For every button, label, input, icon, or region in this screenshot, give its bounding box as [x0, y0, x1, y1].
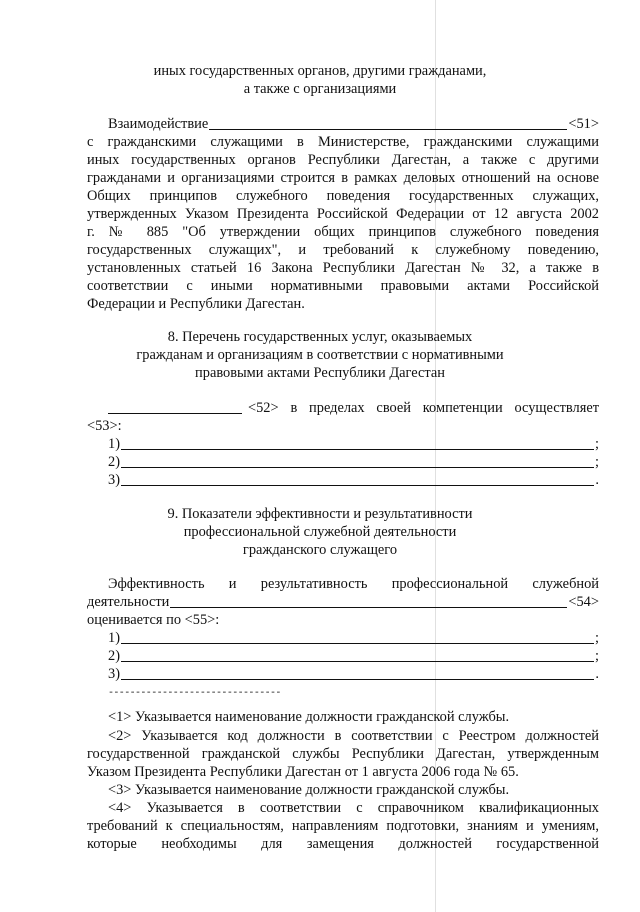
- item-blank: [121, 436, 594, 450]
- efficiency-line1: Эффективность и результативность профессиональной служебной: [108, 576, 599, 592]
- indicator-item-1: [108, 629, 599, 648]
- item-end: ;: [595, 454, 599, 470]
- services-intro-line: [108, 399, 599, 418]
- interaction-paragraph-start: [108, 115, 599, 134]
- section7-title-line2: а также с организациями: [243, 81, 397, 97]
- marker-51: <51>: [568, 116, 599, 132]
- footnote-4-line1: <4> Указывается в соответствии с справочником квалификационных: [108, 800, 599, 816]
- item-end: ;: [595, 630, 599, 646]
- indicator-item-2: [108, 647, 599, 666]
- item-blank: [121, 454, 594, 468]
- service-item-1: [108, 435, 599, 454]
- footnote-3: <3> Указывается наименование должности гражданской службы.: [108, 782, 510, 798]
- para-line: иных государственных органов Республики Дагестан, а также с другими: [87, 152, 599, 168]
- section8-title-line1: 8. Перечень государственных услуг, оказываемых: [167, 329, 473, 345]
- assessed-by: оценивается по <55>:: [87, 612, 220, 628]
- section9-title-line3: гражданского служащего: [242, 542, 398, 558]
- item-blank: [121, 472, 594, 486]
- para-line: Общих принципов служебного поведения государственных служащих,: [87, 188, 599, 204]
- marker-53: <53>:: [87, 418, 122, 434]
- para-line: утвержденных Указом Президента Российской Федерации от 12 августа 2002: [87, 206, 599, 222]
- footnote-1: <1> Указывается наименование должности гражданской службы.: [108, 709, 510, 725]
- item-blank: [121, 666, 594, 680]
- footnote-4-line2: требований к специальностям, направлениям подготовки, знаниям и умениям,: [87, 818, 599, 834]
- interaction-label: Взаимодействие: [108, 116, 209, 132]
- section8-title-line3: правовыми актами Республики Дагестан: [195, 365, 445, 381]
- service-item-2: [108, 453, 599, 472]
- section9-title-line2: профессиональной служебной деятельности: [183, 524, 457, 540]
- para-line: с гражданскими служащими в Министерстве, гражданскими служащими: [87, 134, 599, 150]
- interaction-blank: [209, 116, 567, 130]
- item-end: .: [595, 666, 599, 682]
- section9-title-line1: 9. Показатели эффективности и результативности: [167, 506, 473, 522]
- item-blank: [121, 630, 594, 644]
- para-line: гражданами и организациями строится в рамках деловых отношений на основе: [87, 170, 599, 186]
- service-item-3: [108, 471, 599, 490]
- efficiency-line2: [87, 593, 599, 612]
- marker-54: <54>: [568, 594, 599, 610]
- para-line: установленных статьей 16 Закона Республики Дагестан № 32, а также в: [87, 260, 599, 276]
- item-number: 2): [108, 648, 120, 664]
- item-number: 1): [108, 630, 120, 646]
- footnote-2-line2: государственной гражданской службы Республики Дагестан, утвержденным: [87, 746, 599, 762]
- item-number: 3): [108, 472, 120, 488]
- item-end: ;: [595, 436, 599, 452]
- activity-label: деятельности: [87, 594, 170, 610]
- footnote-separator: --------------------------------: [108, 688, 281, 699]
- indicator-item-3: [108, 665, 599, 684]
- organ-blank: [108, 400, 242, 414]
- para-line: соответствии с иными нормативными правовыми актами Российской: [87, 278, 599, 294]
- item-end: .: [595, 472, 599, 488]
- para-line: государственных служащих", и требований к служебному поведению,: [87, 242, 599, 258]
- footnote-2-line3: Указом Президента Республики Дагестан от 1 августа 2006 года № 65.: [87, 764, 519, 780]
- section7-title-line1: иных государственных органов, другими гражданами,: [153, 63, 487, 79]
- activity-blank: [170, 594, 567, 608]
- para-line: г. № 885 "Об утверждении общих принципов служебного поведения: [87, 224, 599, 240]
- item-end: ;: [595, 648, 599, 664]
- item-number: 1): [108, 436, 120, 452]
- footnote-4-line3: которые необходимы для замещения должностей государственной: [87, 836, 599, 852]
- para-last-line: Федерации и Республики Дагестан.: [87, 296, 305, 312]
- section8-title-line2: гражданам и организациям в соответствии с нормативными: [136, 347, 504, 363]
- marker-52-text: <52> в пределах своей компетенции осуществляет: [248, 400, 599, 416]
- item-number: 2): [108, 454, 120, 470]
- item-blank: [121, 648, 594, 662]
- footnote-2-line1: <2> Указывается код должности в соответствии с Реестром должностей: [108, 728, 599, 744]
- item-number: 3): [108, 666, 120, 682]
